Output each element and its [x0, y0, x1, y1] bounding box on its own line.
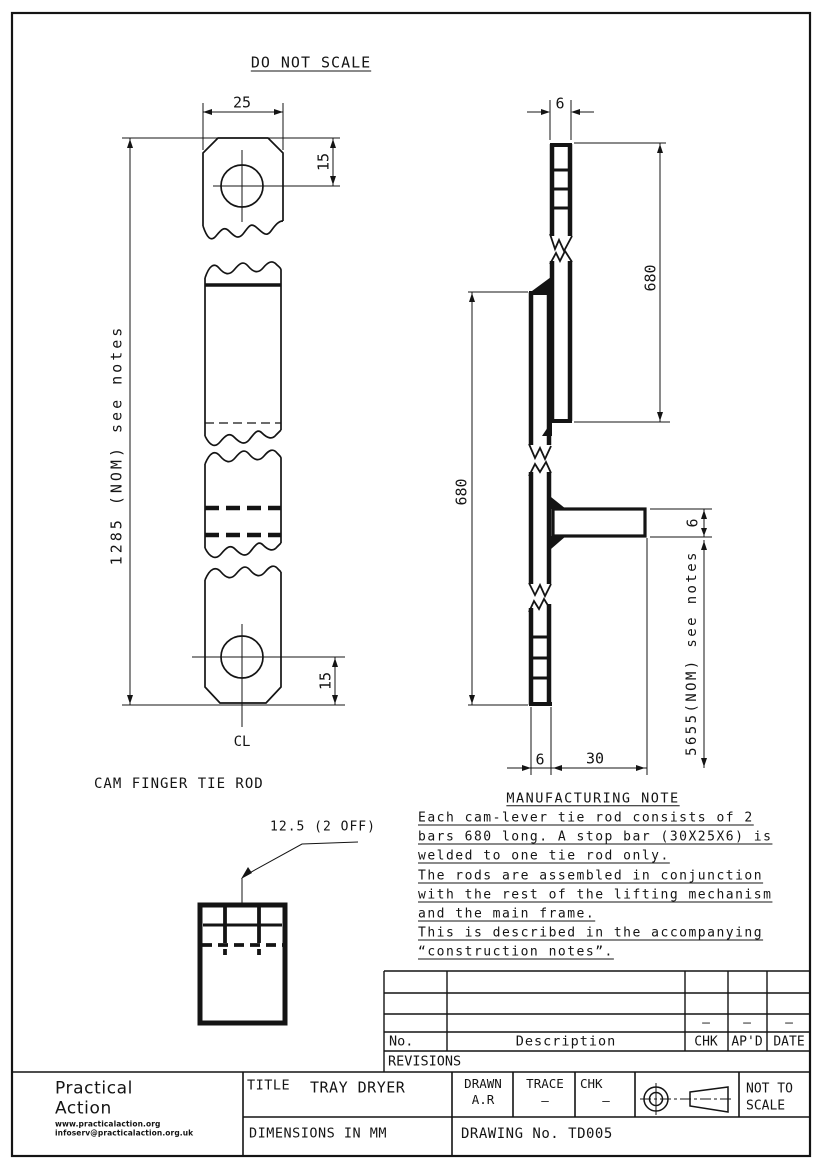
weld-fillet	[551, 536, 566, 549]
detail-dim-label: 12.5 (2 OFF)	[270, 819, 376, 835]
weld-fillet	[551, 497, 566, 509]
drawn-label: DRAWN	[464, 1075, 502, 1091]
revisions-col-apd: AP'D	[731, 1034, 763, 1050]
note-line: bars 680 long. A stop bar (30X25X6) is	[418, 829, 773, 845]
revisions-col-chk: CHK	[694, 1034, 718, 1050]
company-email: infoserv@practicalaction.org.uk	[55, 1128, 194, 1138]
left-view-caption: CAM FINGER TIE ROD	[94, 776, 264, 792]
revisions-footer: REVISIONS	[388, 1053, 462, 1070]
tie-rod-top-plate	[203, 138, 283, 226]
dim-lower-bar-680: 680	[452, 478, 471, 506]
drawing-number: DRAWING No. TD005	[461, 1126, 613, 1142]
detail-view-linework	[200, 842, 358, 1023]
dim-length-1285: 1285 (NOM) see notes	[107, 324, 126, 566]
scale-note-line1: NOT TO	[746, 1081, 793, 1097]
revision-dash-date: –	[785, 1015, 793, 1031]
right-view-linework	[468, 100, 712, 775]
dimensions-note: DIMENSIONS IN MM	[249, 1125, 388, 1142]
revisions-col-description: Description	[515, 1033, 617, 1050]
trace-value: –	[541, 1092, 549, 1108]
dim-bar-width-6: 6	[555, 94, 565, 113]
revisions-col-no: No.	[389, 1033, 414, 1050]
chk-label: CHK	[580, 1075, 603, 1091]
drawn-value: A.R	[471, 1091, 495, 1107]
note-line: and the main frame.	[418, 906, 596, 922]
projection-symbol	[640, 1083, 734, 1115]
revision-dash-chk: –	[702, 1015, 710, 1031]
company-name-line2: Action	[55, 1098, 112, 1119]
right-view-arrows	[469, 109, 707, 771]
note-line: “construction notes”.	[418, 944, 614, 960]
note-line: with the rest of the lifting mechanism	[418, 887, 773, 903]
title-label: TITLE	[247, 1077, 291, 1094]
stop-bar	[553, 509, 645, 536]
title-value: TRAY DRYER	[310, 1078, 406, 1097]
dim-stop-bar-thk-6: 6	[683, 518, 702, 528]
chk-value: –	[602, 1092, 610, 1108]
dim-overall-5655: 5655(NOM) see notes	[684, 550, 700, 756]
dim-hole-top-15: 15	[314, 152, 333, 172]
note-line: This is described in the accompanying	[418, 925, 764, 941]
leader-arrow	[241, 867, 252, 879]
scale-note-line2: SCALE	[746, 1098, 786, 1114]
left-view-linework	[122, 103, 345, 727]
detail-outline	[200, 905, 285, 1023]
left-view-arrows	[127, 109, 338, 704]
lower-bar	[529, 277, 645, 705]
note-line: The rods are assembled in conjunction	[418, 868, 764, 884]
manufacturing-note-title: MANUFACTURING NOTE	[506, 790, 680, 807]
revisions-col-date: DATE	[773, 1034, 805, 1050]
company-website: www.practicalaction.org	[55, 1119, 161, 1129]
dim-hole-bottom-15: 15	[316, 671, 335, 691]
note-line: welded to one tie rod only.	[418, 848, 670, 864]
dim-width-25: 25	[232, 93, 252, 112]
dim-upper-bar-680: 680	[641, 264, 660, 292]
revision-dash-apd: –	[743, 1015, 751, 1031]
note-line: Each cam-lever tie rod consists of 2	[418, 810, 754, 826]
company-name-line1: Practical	[55, 1078, 133, 1099]
do-not-scale-note: DO NOT SCALE	[250, 53, 372, 72]
centerline-label: CL	[233, 734, 251, 750]
dim-bottom-width-6: 6	[535, 750, 545, 769]
weld-fillet	[532, 277, 551, 291]
trace-label: TRACE	[526, 1075, 564, 1091]
dim-stop-bar-len-30: 30	[585, 749, 605, 768]
